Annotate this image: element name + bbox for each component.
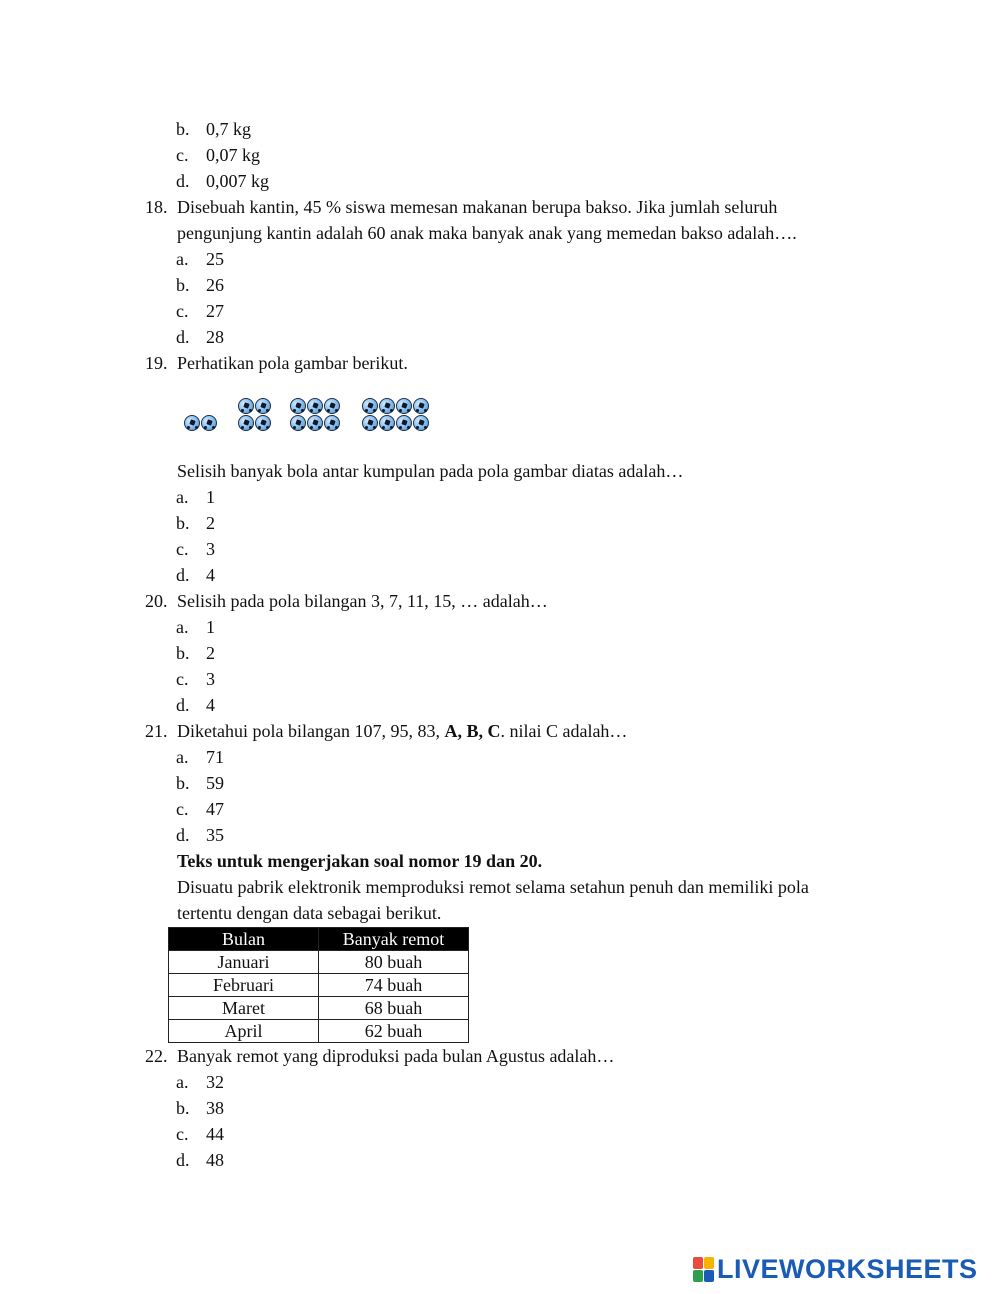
- table-header: Bulan: [169, 928, 319, 951]
- table-cell: Maret: [169, 997, 319, 1020]
- ball-icon: [396, 398, 412, 414]
- ball-icon: [238, 415, 254, 431]
- logo-text: LIVEWORKSHEETS: [717, 1253, 978, 1284]
- question-number: 20.: [145, 591, 168, 611]
- table-row: [169, 997, 469, 1020]
- ball-group-2: [238, 398, 271, 431]
- ball-icon: [413, 398, 429, 414]
- ball-icon: [307, 398, 323, 414]
- ball-group-4: [362, 398, 429, 431]
- question-text: Disebuah kantin, 45 % siswa memesan makanan berupa bakso. Jika jumlah seluruh: [177, 197, 778, 217]
- ball-icon: [307, 415, 323, 431]
- table-cell: Januari: [169, 951, 319, 974]
- question-text: Perhatikan pola gambar berikut.: [177, 353, 408, 373]
- ball-icon: [201, 415, 217, 431]
- ball-icon: [290, 398, 306, 414]
- table-cell: 80 buah: [319, 951, 469, 974]
- table-cell: 68 buah: [319, 997, 469, 1020]
- table-cell: 74 buah: [319, 974, 469, 997]
- ball-icon: [184, 415, 200, 431]
- ball-group-1: [184, 415, 217, 431]
- table-cell: April: [169, 1020, 319, 1043]
- question-text: Banyak remot yang diproduksi pada bulan Agustus adalah…: [177, 1046, 615, 1066]
- question-number: 21.: [145, 721, 168, 741]
- table-header-row: [169, 928, 469, 951]
- table-cell: 62 buah: [319, 1020, 469, 1043]
- ball-icon: [238, 398, 254, 414]
- question-text: Selisih pada pola bilangan 3, 7, 11, 15, … adalah…: [177, 591, 548, 611]
- ball-icon: [379, 415, 395, 431]
- question-number: 18.: [145, 197, 168, 217]
- production-table: [168, 927, 469, 1043]
- table-row: [169, 974, 469, 997]
- table-row: [169, 951, 469, 974]
- table-header: Banyak remot: [319, 928, 469, 951]
- table-cell: Februari: [169, 974, 319, 997]
- ball-icon: [324, 398, 340, 414]
- table-row: [169, 1020, 469, 1043]
- question-text: pengunjung kantin adalah 60 anak maka banyak anak yang memedan bakso adalah….: [177, 223, 797, 243]
- question-text: Diketahui pola bilangan 107, 95, 83, A, B, C. nilai C adalah…: [177, 721, 628, 741]
- liveworksheets-logo[interactable]: [693, 1254, 978, 1284]
- ball-icon: [255, 398, 271, 414]
- ball-icon: [396, 415, 412, 431]
- ball-icon: [362, 415, 378, 431]
- context-text: tertentu dengan data sebagai berikut.: [177, 903, 442, 923]
- ball-icon: [379, 398, 395, 414]
- context-heading: Teks untuk mengerjakan soal nomor 19 dan 20.: [177, 851, 543, 871]
- ball-group-3: [290, 398, 340, 431]
- ball-icon: [255, 415, 271, 431]
- question-number: 19.: [145, 353, 168, 373]
- question-number: 22.: [145, 1046, 168, 1066]
- context-text: Disuatu pabrik elektronik memproduksi remot selama setahun penuh dan memiliki pola: [177, 877, 809, 897]
- ball-icon: [290, 415, 306, 431]
- ball-icon: [362, 398, 378, 414]
- logo-icon: [693, 1256, 715, 1282]
- ball-icon: [413, 415, 429, 431]
- question-text: Selisih banyak bola antar kumpulan pada pola gambar diatas adalah…: [177, 461, 684, 481]
- ball-icon: [324, 415, 340, 431]
